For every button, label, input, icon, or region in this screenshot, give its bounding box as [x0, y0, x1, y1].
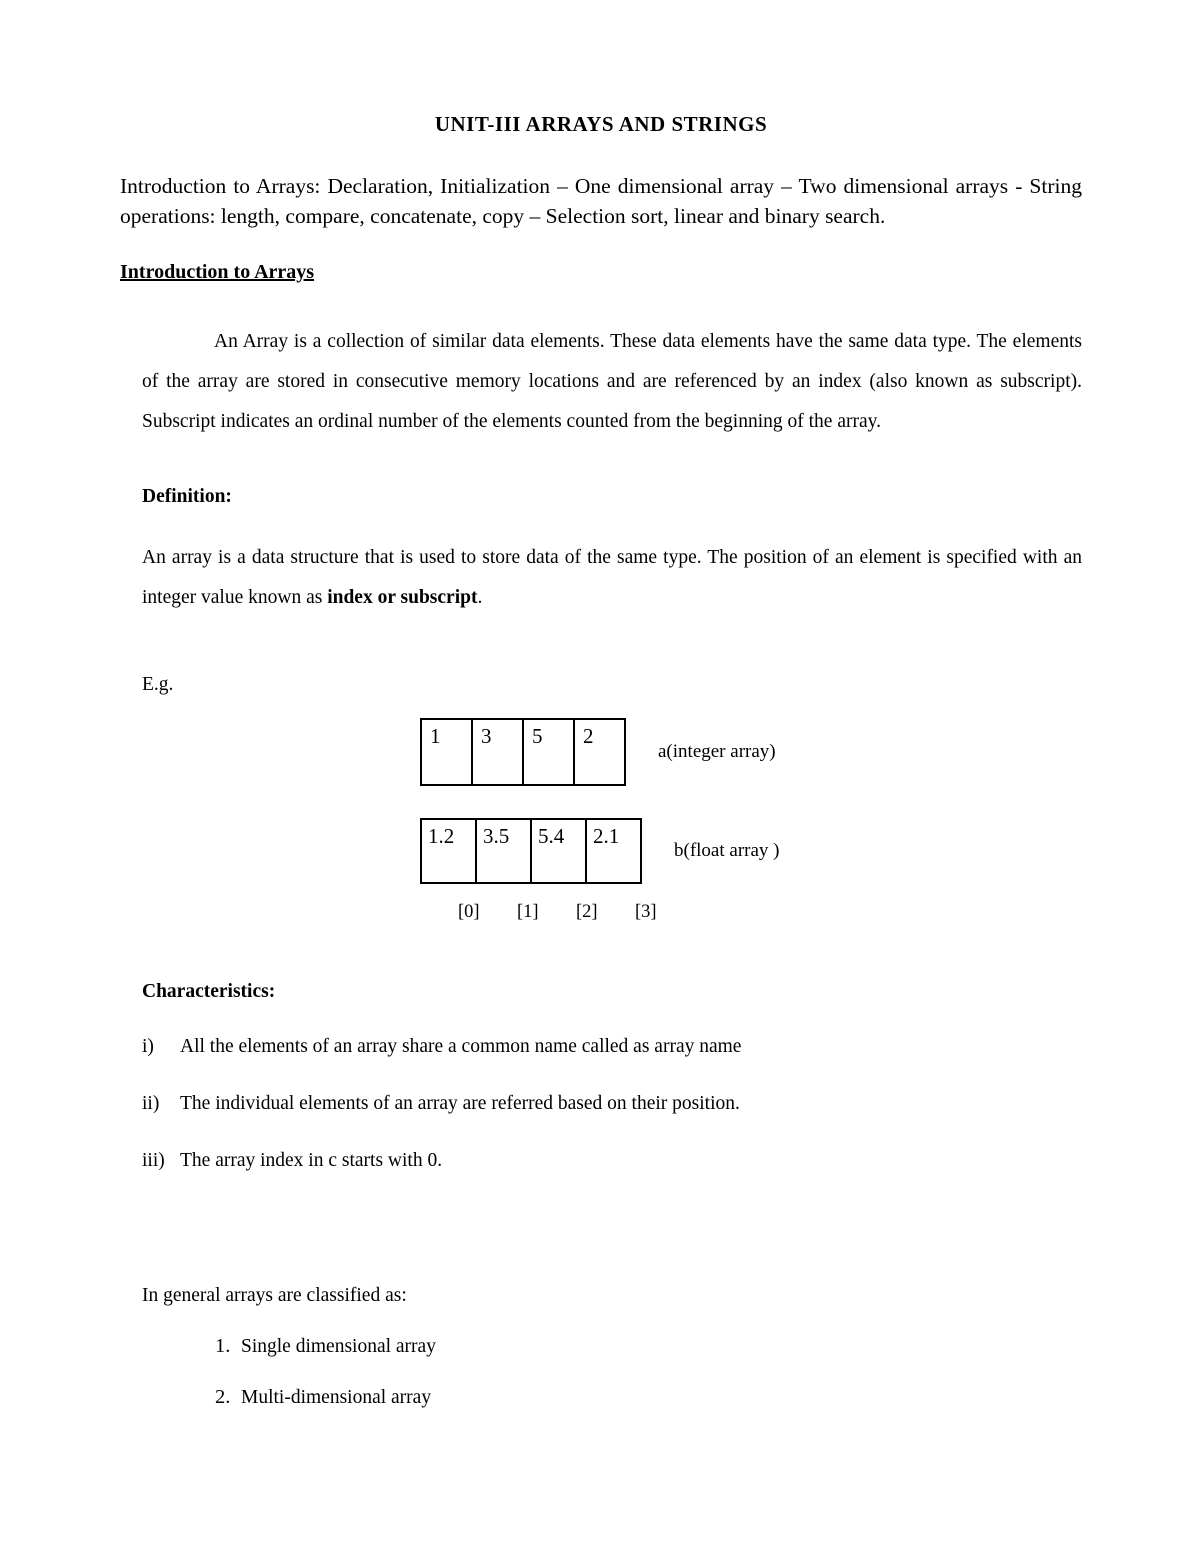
integer-array-label: a(integer array) — [658, 741, 776, 762]
definition-text-pre: An array is a data structure that is used to store data of the same type. The position of an element is specified with an integer value known as — [142, 547, 1082, 608]
characteristic-marker: ii) — [142, 1093, 160, 1114]
classification-number: 2. — [215, 1386, 231, 1408]
definition-paragraph — [142, 538, 1082, 618]
integer-array-cell: 2 — [573, 718, 626, 786]
classification-number: 1. — [215, 1335, 231, 1357]
definition-text-post: . — [477, 587, 483, 608]
float-array-label: b(float array ) — [674, 840, 780, 861]
float-array-cell: 1.2 — [420, 818, 477, 884]
characteristic-text: The array index in c starts with 0. — [180, 1150, 443, 1171]
integer-array-row — [420, 718, 1082, 786]
page-title: UNIT-III ARRAYS AND STRINGS — [434, 112, 768, 136]
characteristic-text: The individual elements of an array are referred based on their position. — [180, 1093, 740, 1114]
integer-array-cell: 3 — [471, 718, 524, 786]
classification-text: Multi-dimensional array — [241, 1387, 432, 1408]
float-array-cell: 5.4 — [530, 818, 587, 884]
array-diagram — [420, 718, 1082, 923]
characteristic-item — [142, 1147, 1082, 1175]
float-array-cell: 2.1 — [585, 818, 642, 884]
float-array-row — [420, 818, 1082, 884]
diagram-gap — [420, 786, 1082, 818]
float-array-table — [420, 818, 642, 884]
characteristic-marker: i) — [142, 1036, 154, 1057]
characteristic-text: All the elements of an array share a common name called as array name — [180, 1036, 742, 1057]
integer-array-cell: 1 — [420, 718, 473, 786]
index-label: [3] — [635, 902, 657, 922]
characteristic-item — [142, 1090, 1082, 1118]
classification-text: Single dimensional array — [241, 1336, 436, 1357]
definition-text-bold: index or subscript — [327, 587, 478, 608]
integer-array-table — [420, 718, 626, 786]
characteristic-marker: iii) — [142, 1150, 165, 1171]
index-label: [1] — [517, 902, 539, 922]
integer-array-cell: 5 — [522, 718, 575, 786]
classification-intro: In general arrays are classified as: — [142, 1285, 407, 1306]
classification-item — [215, 1386, 1082, 1409]
intro-body-paragraph: An Array is a collection of similar data elements. These data elements have the same data type. The elements of the array are stored in consecutive memory locations and are referenced by an index (also known as subscript). Subscript indicates an ordinal number of the elements counted from the beginning of the array. — [142, 331, 1082, 432]
intro-paragraph: Introduction to Arrays: Declaration, Initialization – One dimensional array – Two dimensional arrays - String operations: length, compare, concatenate, copy – Selection sort, linear and binary search. — [120, 174, 1082, 228]
section-heading: Introduction to Arrays — [120, 261, 315, 283]
example-label: E.g. — [142, 674, 174, 695]
index-label-row — [458, 902, 1082, 923]
definition-heading: Definition: — [142, 486, 232, 507]
index-label: [2] — [576, 902, 598, 922]
classification-item — [215, 1335, 1082, 1358]
index-label: [0] — [458, 902, 480, 922]
characteristic-item — [142, 1033, 1082, 1061]
characteristics-heading: Characteristics: — [142, 981, 276, 1002]
float-array-cell: 3.5 — [475, 818, 532, 884]
